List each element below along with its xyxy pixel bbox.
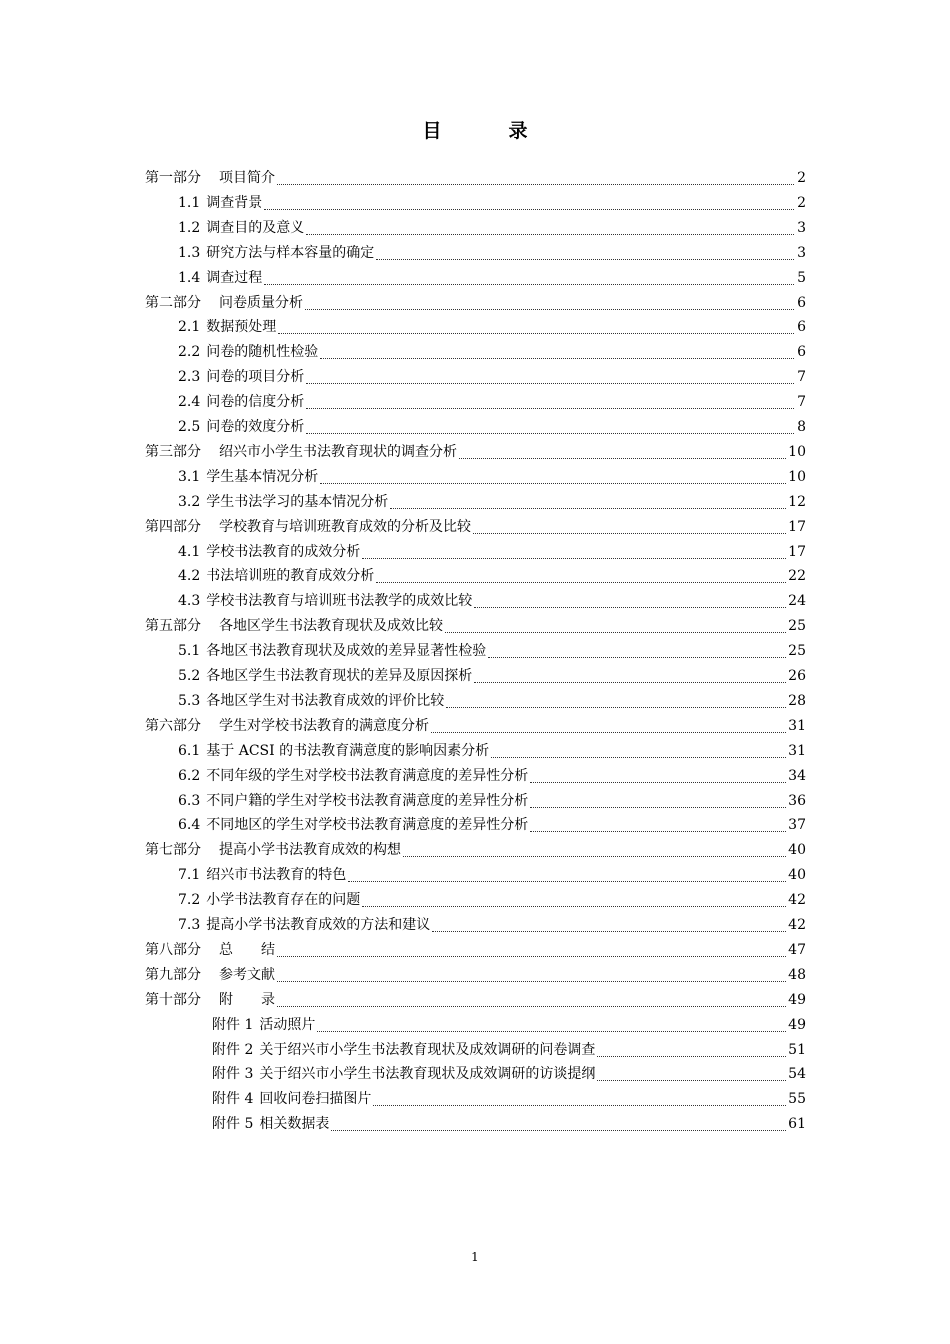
toc-title: 目 录 — [422, 120, 552, 142]
toc-entry-number: 第十部分 — [145, 991, 201, 1008]
toc-dot-leader — [473, 533, 786, 534]
toc-entry-label: 项目简介 — [219, 170, 275, 186]
toc-entry-page: 48 — [788, 966, 806, 983]
toc-entry-page: 40 — [788, 867, 806, 884]
toc-entry-number: 1.4 — [178, 269, 201, 286]
toc-entry-label: 调查目的及意义 — [206, 219, 305, 236]
toc-entry-number: 4.3 — [178, 593, 201, 610]
toc-entry[interactable] — [145, 515, 806, 540]
toc-dot-leader — [306, 234, 794, 235]
toc-entry-page: 42 — [788, 917, 806, 933]
toc-entry[interactable] — [145, 963, 806, 988]
toc-entry-label: 问卷的项目分析 — [206, 369, 305, 386]
toc-dot-leader — [362, 558, 786, 559]
toc-entry[interactable] — [178, 913, 806, 938]
toc-dot-leader — [376, 259, 794, 260]
toc-entry[interactable] — [212, 1112, 806, 1137]
toc-dot-leader — [320, 358, 794, 359]
toc-entry[interactable] — [145, 988, 806, 1013]
page-number: 1 — [471, 1250, 479, 1264]
toc-entry-number: 第一部分 — [145, 170, 201, 186]
toc-entry-page: 3 — [797, 219, 806, 236]
toc-entry-page: 51 — [788, 1041, 806, 1058]
toc-entry[interactable] — [178, 863, 806, 888]
toc-entry-label: 数据预处理 — [206, 319, 277, 336]
toc-dot-leader — [320, 483, 786, 484]
toc-entry-label: 回收问卷扫描图片 — [259, 1091, 372, 1108]
toc-entry-label: 不同户籍的学生对学校书法教育满意度的差异性分析 — [206, 792, 529, 809]
toc-dot-leader — [488, 657, 786, 658]
toc-entry[interactable] — [178, 216, 806, 241]
toc-entry-page: 6 — [797, 344, 806, 361]
toc-entry-page: 25 — [788, 643, 806, 660]
toc-dot-leader — [431, 732, 786, 733]
toc-entry-page: 25 — [788, 618, 806, 635]
toc-entry-number: 第九部分 — [145, 966, 201, 983]
toc-dot-leader — [403, 856, 786, 857]
toc-entry[interactable] — [178, 639, 806, 664]
toc-entry[interactable] — [178, 340, 806, 365]
toc-entry-page: 31 — [788, 742, 806, 759]
toc-entry-number: 5.1 — [178, 643, 201, 660]
toc-entry-page: 26 — [788, 668, 806, 684]
toc-entry[interactable] — [212, 1013, 806, 1038]
toc-entry-page: 2 — [797, 194, 806, 211]
toc-entry[interactable] — [145, 291, 806, 316]
toc-entry[interactable] — [145, 166, 806, 191]
toc-dot-leader — [306, 408, 794, 409]
toc-entry-page: 49 — [788, 991, 806, 1008]
toc-entry-label: 调查背景 — [206, 194, 263, 211]
toc-entry-page: 7 — [797, 369, 806, 386]
toc-entry[interactable] — [178, 789, 806, 814]
toc-entry-label: 各地区学生对书法教育成效的评价比较 — [206, 692, 445, 709]
toc-entry-number: 附件 1 — [212, 1016, 254, 1033]
toc-entry-label: 问卷质量分析 — [219, 294, 303, 311]
toc-entry[interactable] — [178, 813, 806, 838]
toc-entry-label: 各地区学生书法教育现状的差异及原因探析 — [206, 668, 473, 684]
toc-dot-leader — [317, 1031, 786, 1032]
toc-entry[interactable] — [178, 191, 806, 216]
toc-entry[interactable] — [178, 315, 806, 340]
toc-entry-label: 调查过程 — [206, 269, 263, 286]
toc-dot-leader — [264, 209, 794, 210]
toc-entry-number: 7.3 — [178, 917, 201, 933]
toc-dot-leader — [474, 607, 786, 608]
toc-entry-page: 55 — [788, 1091, 806, 1108]
toc-entry[interactable] — [178, 390, 806, 415]
toc-entry-number: 第三部分 — [145, 443, 201, 460]
toc-entry[interactable] — [212, 1062, 806, 1087]
toc-entry[interactable] — [212, 1087, 806, 1112]
toc-entry-page: 28 — [788, 692, 806, 709]
toc-entry-number: 第五部分 — [145, 618, 201, 635]
toc-entry-page: 12 — [788, 493, 806, 510]
toc-entry[interactable] — [178, 540, 806, 565]
toc-entry-number: 第四部分 — [145, 518, 201, 535]
toc-entry-number: 7.2 — [178, 892, 201, 909]
toc-entry-number: 2.2 — [178, 344, 201, 361]
toc-dot-leader — [432, 931, 786, 932]
toc-entry-page: 22 — [788, 568, 806, 585]
toc-entry-number: 3.2 — [178, 493, 201, 510]
toc-entry-label: 附 录 — [219, 991, 275, 1008]
toc-dot-leader — [362, 906, 786, 907]
toc-entry[interactable] — [178, 589, 806, 614]
toc-entry-label: 书法培训班的教育成效分析 — [206, 568, 375, 585]
toc-entry-number: 附件 4 — [212, 1091, 254, 1108]
toc-entry-page: 5 — [797, 269, 806, 286]
toc-entry-label: 各地区学生书法教育现状及成效比较 — [219, 618, 443, 635]
toc-dot-leader — [348, 881, 786, 882]
toc-entry-number: 6.1 — [178, 742, 201, 759]
toc-entry-page: 61 — [788, 1116, 806, 1133]
toc-entry-label: 不同地区的学生对学校书法教育满意度的差异性分析 — [206, 817, 529, 834]
toc-entry[interactable] — [145, 714, 806, 739]
toc-entry-page: 47 — [788, 941, 806, 958]
toc-dot-leader — [597, 1056, 786, 1057]
toc-entry-label: 绍兴市书法教育的特色 — [206, 867, 347, 884]
toc-entry-label: 关于绍兴市小学生书法教育现状及成效调研的访谈提纲 — [259, 1066, 596, 1083]
toc-entry-page: 40 — [788, 842, 806, 859]
toc-entry-number: 第八部分 — [145, 941, 201, 958]
toc-entry-label: 学校书法教育的成效分析 — [206, 543, 361, 560]
toc-entry[interactable] — [178, 490, 806, 515]
toc-entry-number: 第二部分 — [145, 294, 201, 311]
toc-entry[interactable] — [178, 689, 806, 714]
toc-entry-label: 问卷的效度分析 — [206, 419, 305, 435]
toc-entry-number: 5.3 — [178, 692, 201, 709]
toc-entry-number: 1.2 — [178, 219, 201, 236]
toc-entry-label: 学校书法教育与培训班书法教学的成效比较 — [206, 593, 473, 610]
toc-entry-label: 相关数据表 — [259, 1116, 330, 1133]
toc-entry-label: 问卷的随机性检验 — [206, 344, 319, 361]
toc-entry[interactable] — [178, 365, 806, 390]
toc-entry[interactable] — [178, 564, 806, 589]
toc-entry-number: 1.1 — [178, 194, 201, 211]
toc-dot-leader — [373, 1105, 786, 1106]
toc-entry-number: 1.3 — [178, 244, 201, 261]
toc-entry-page: 10 — [788, 443, 806, 460]
toc-dot-leader — [277, 1006, 786, 1007]
toc-entry-page: 17 — [788, 543, 806, 560]
toc-entry[interactable] — [178, 764, 806, 789]
toc-dot-leader — [376, 582, 786, 583]
toc-entry-number: 附件 3 — [212, 1066, 254, 1083]
toc-entry[interactable] — [178, 739, 806, 764]
toc-entry-number: 6.2 — [178, 767, 201, 784]
toc-entry-label: 不同年级的学生对学校书法教育满意度的差异性分析 — [206, 767, 529, 784]
toc-entry-page: 36 — [788, 792, 806, 809]
toc-entry-page: 24 — [788, 593, 806, 610]
toc-entry-number: 第七部分 — [145, 842, 201, 859]
toc-dot-leader — [306, 433, 794, 434]
toc-entry-page: 6 — [797, 319, 806, 336]
toc-entry-page: 8 — [797, 419, 806, 435]
toc-dot-leader — [597, 1080, 786, 1081]
toc-entry-label: 提高小学书法教育成效的构想 — [219, 842, 401, 859]
toc-entry-label: 参考文献 — [219, 966, 275, 983]
toc-dot-leader — [445, 632, 786, 633]
toc-entry-label: 关于绍兴市小学生书法教育现状及成效调研的问卷调查 — [259, 1041, 596, 1058]
toc-dot-leader — [305, 309, 794, 310]
toc-entry-page: 54 — [788, 1066, 806, 1083]
toc-entry[interactable] — [145, 614, 806, 639]
toc-entry-number: 第六部分 — [145, 717, 201, 734]
toc-entry-label: 活动照片 — [259, 1016, 316, 1033]
toc-entry[interactable] — [145, 938, 806, 963]
toc-entry-page: 31 — [788, 717, 806, 734]
toc-dot-leader — [306, 383, 794, 384]
toc-entry[interactable] — [178, 415, 806, 440]
toc-entry-label: 学生书法学习的基本情况分析 — [206, 493, 389, 510]
toc-dot-leader — [530, 831, 786, 832]
toc-entry-number: 7.1 — [178, 867, 201, 884]
toc-dot-leader — [277, 981, 786, 982]
toc-entry-page: 2 — [797, 170, 806, 186]
toc-entry-number: 附件 2 — [212, 1041, 254, 1058]
toc-entry-label: 提高小学书法教育成效的方法和建议 — [206, 917, 431, 933]
toc-entry-label: 学校教育与培训班教育成效的分析及比较 — [219, 518, 471, 535]
toc-entry-number: 4.1 — [178, 543, 201, 560]
toc-entry-number: 4.2 — [178, 568, 201, 585]
toc-dot-leader — [331, 1130, 786, 1131]
toc-dot-leader — [446, 707, 786, 708]
toc-entry[interactable] — [145, 838, 806, 863]
toc-entry-page: 3 — [797, 244, 806, 261]
toc-dot-leader — [264, 284, 794, 285]
toc-entry-page: 37 — [788, 817, 806, 834]
toc-entry-number: 2.3 — [178, 369, 201, 386]
toc-entry-page: 6 — [797, 294, 806, 311]
toc-entry-number: 5.2 — [178, 668, 201, 684]
toc-entry[interactable] — [178, 465, 806, 490]
toc-entry-number: 6.4 — [178, 817, 201, 834]
toc-entry[interactable] — [178, 664, 806, 689]
toc-entry[interactable] — [178, 888, 806, 913]
toc-entry-number: 2.5 — [178, 419, 201, 435]
toc-entry-label: 学生对学校书法教育的满意度分析 — [219, 717, 429, 734]
toc-entry-number: 2.1 — [178, 319, 201, 336]
toc-entry[interactable] — [212, 1038, 806, 1063]
toc-entry-number: 3.1 — [178, 468, 201, 485]
toc-entry-label: 问卷的信度分析 — [206, 394, 305, 411]
toc-entry-label: 学生基本情况分析 — [206, 468, 319, 485]
toc-entry-page: 10 — [788, 468, 806, 485]
toc-dot-leader — [390, 508, 786, 509]
toc-entry-label: 基于 ACSI 的书法教育满意度的影响因素分析 — [206, 742, 490, 759]
toc-dot-leader — [491, 757, 786, 758]
toc-entry[interactable] — [145, 440, 806, 465]
toc-entry-label: 小学书法教育存在的问题 — [206, 892, 361, 909]
toc-entry-number: 2.4 — [178, 394, 201, 411]
toc-dot-leader — [277, 184, 794, 185]
toc-entry[interactable] — [178, 266, 806, 291]
toc-entry-label: 研究方法与样本容量的确定 — [206, 244, 375, 261]
toc-dot-leader — [530, 807, 786, 808]
toc-entry[interactable] — [178, 241, 806, 266]
toc-entry-page: 17 — [788, 518, 806, 535]
toc-entry-page: 49 — [788, 1016, 806, 1033]
toc-dot-leader — [277, 956, 786, 957]
toc-entry-number: 附件 5 — [212, 1116, 254, 1133]
toc-entry-label: 总 结 — [219, 941, 275, 958]
toc-dot-leader — [474, 682, 786, 683]
toc-entry-page: 42 — [788, 892, 806, 909]
toc-entry-page: 34 — [788, 767, 806, 784]
toc-dot-leader — [278, 333, 794, 334]
toc-entry-page: 7 — [797, 394, 806, 411]
toc-dot-leader — [459, 458, 786, 459]
toc-entry-label: 绍兴市小学生书法教育现状的调查分析 — [219, 443, 457, 460]
toc-entry-label: 各地区书法教育现状及成效的差异显著性检验 — [206, 643, 487, 660]
toc-entry-number: 6.3 — [178, 792, 201, 809]
toc-dot-leader — [530, 782, 786, 783]
